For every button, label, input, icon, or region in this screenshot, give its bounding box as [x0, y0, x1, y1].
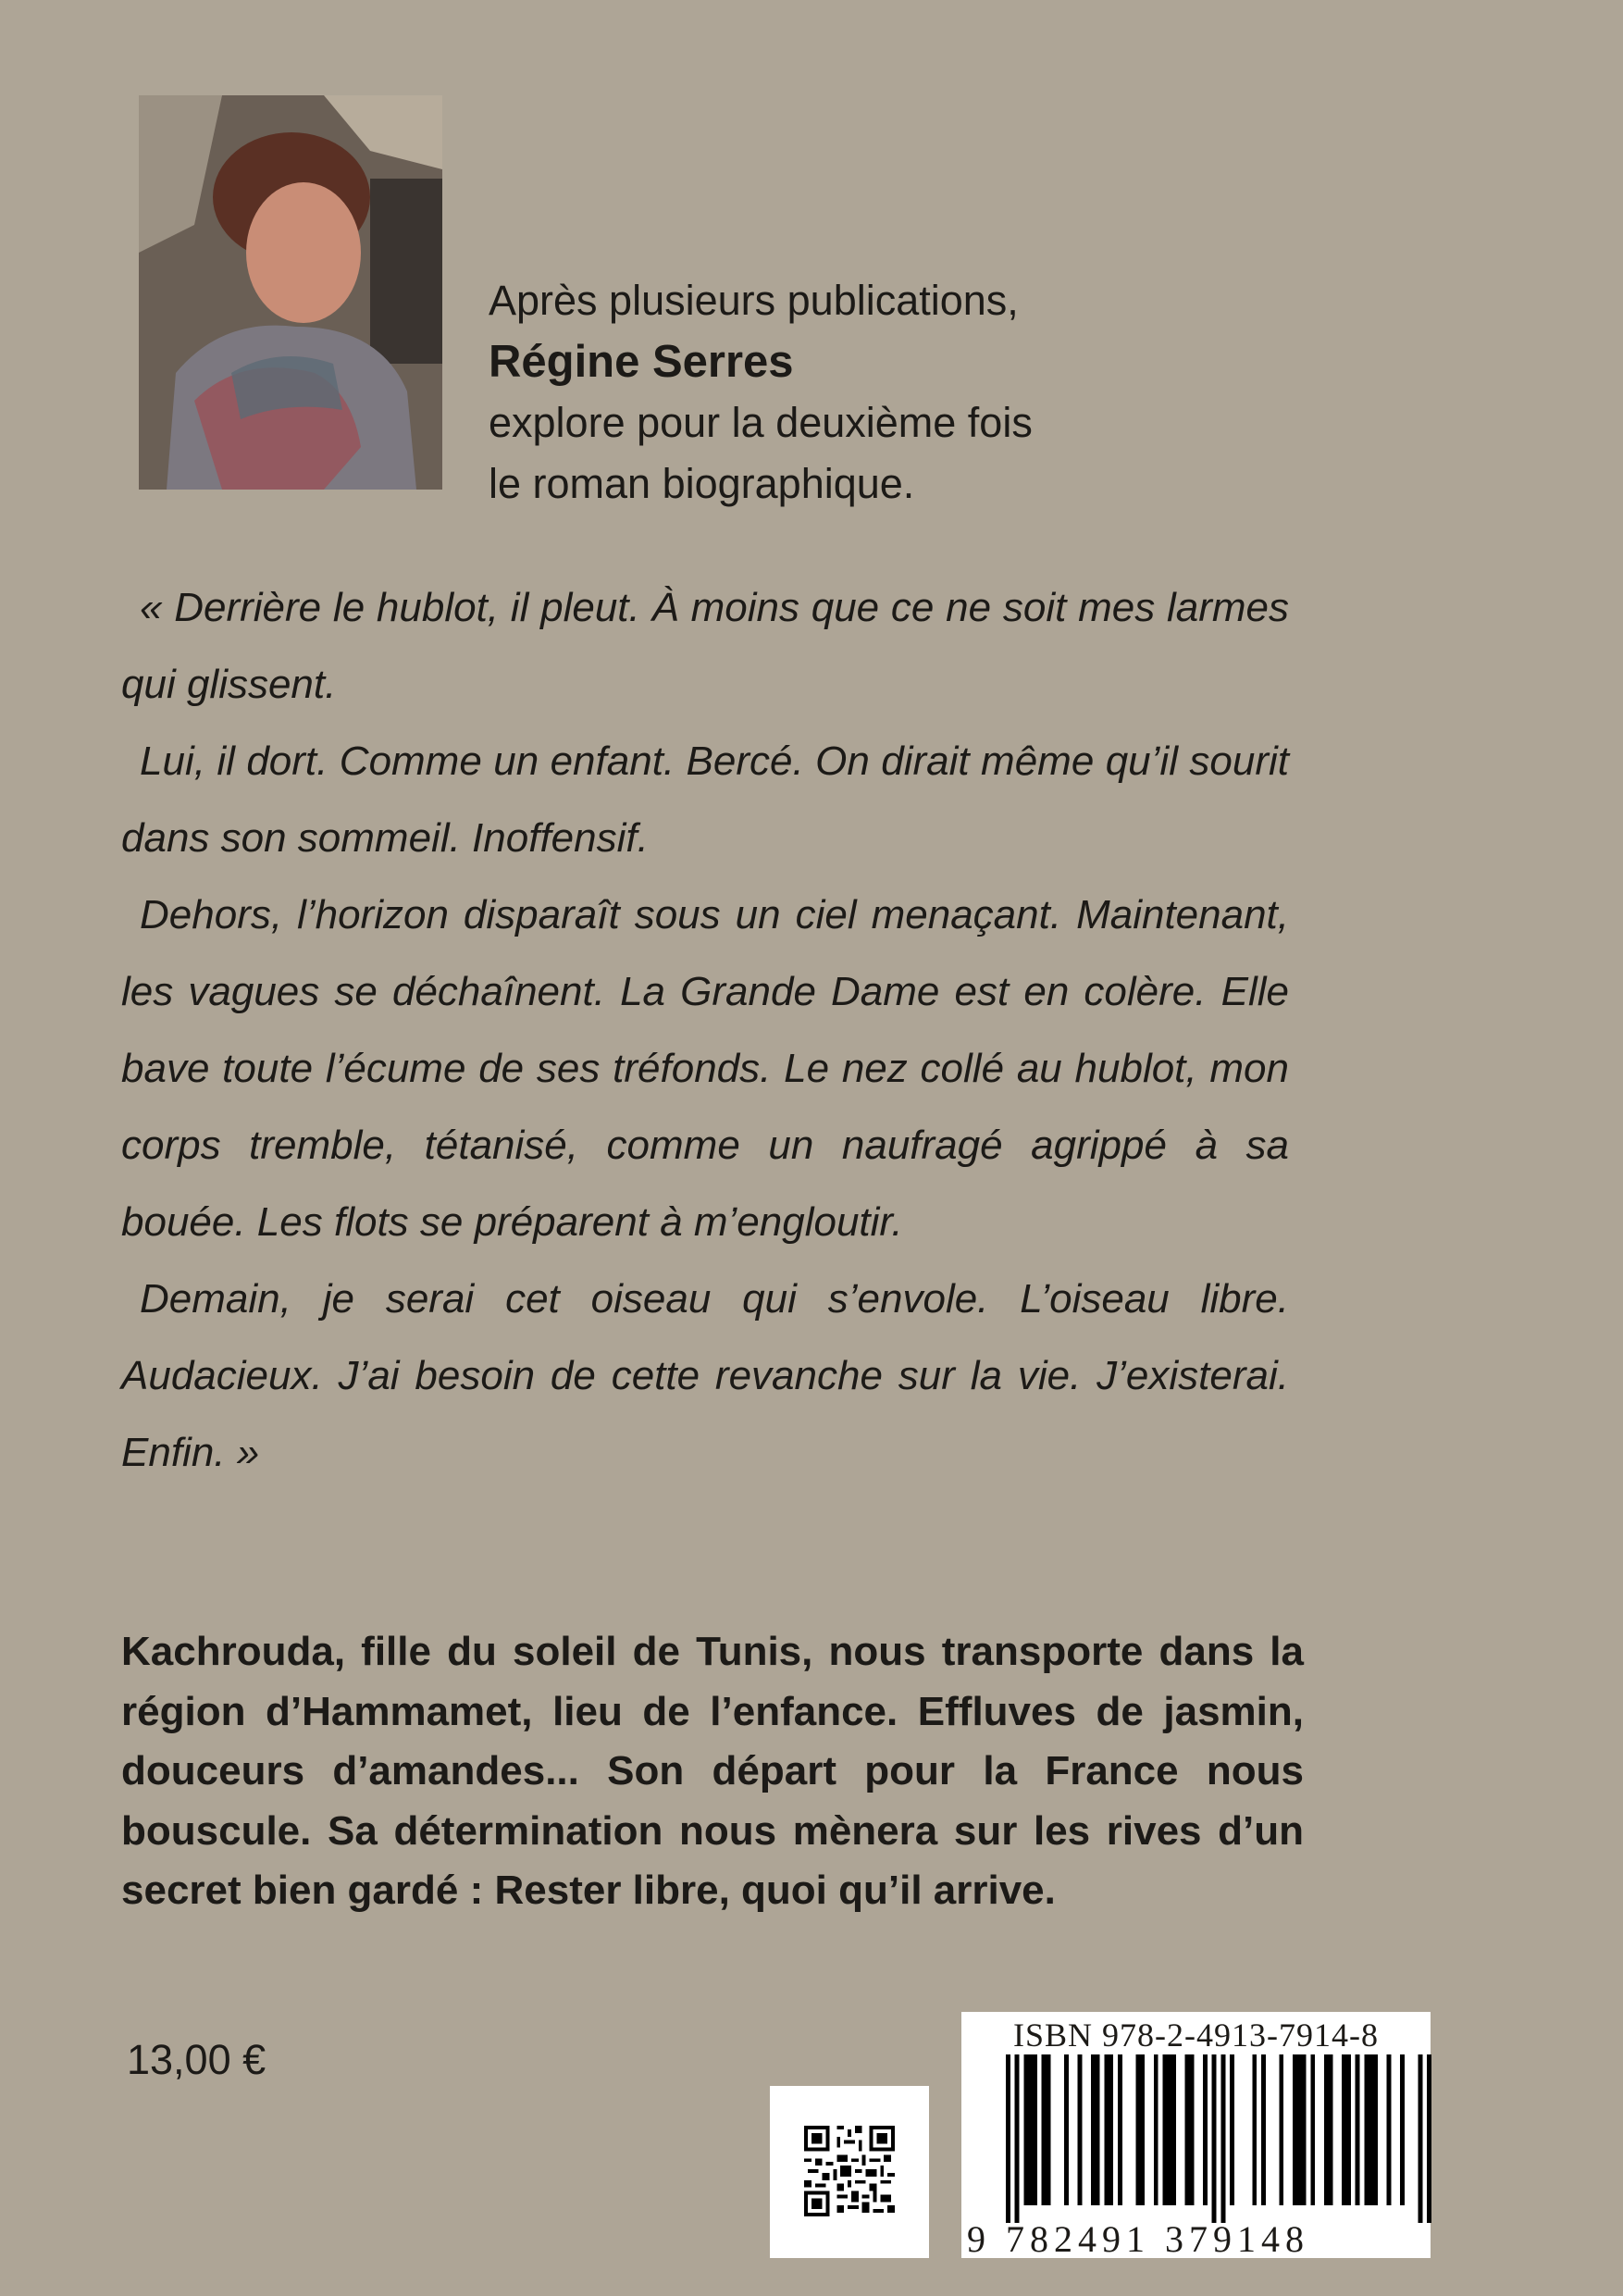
barcode-bar	[1006, 2054, 1010, 2223]
barcode-bar	[1033, 2054, 1037, 2205]
barcode-bar	[1293, 2054, 1297, 2205]
isbn-barcode	[961, 2012, 1431, 2258]
barcode-bar	[1220, 2054, 1225, 2223]
barcode-bar	[1105, 2054, 1109, 2205]
barcode-bar	[1091, 2054, 1096, 2205]
author-photo	[139, 95, 442, 490]
barcode-bar	[1356, 2054, 1360, 2205]
barcode-bar	[1373, 2054, 1378, 2205]
barcode-bar	[1064, 2054, 1069, 2205]
barcode-bar	[1096, 2054, 1100, 2205]
barcode-bar	[1023, 2054, 1028, 2205]
book-excerpt	[121, 569, 1289, 1491]
barcode-bar	[1135, 2054, 1140, 2205]
barcode-bar	[1109, 2054, 1113, 2205]
barcode-bar	[1042, 2054, 1047, 2205]
barcode-bar	[1346, 2054, 1351, 2205]
excerpt-paragraph: Dehors, l’horizon disparaît sous un ciel menaçant. Maintenant, les vagues se déchaînent. La Grande Dame est en colère. Elle bave toute l’écume de ses tréfonds. Le nez collé au hublot, mon corps tremble, tétanisé, comme un naufragé agrippé à sa bouée. Les flots se préparent à m’engloutir.	[121, 892, 1289, 1245]
barcode-bar	[1369, 2054, 1373, 2205]
barcode-bar	[1329, 2054, 1333, 2205]
barcode-bar	[1203, 2054, 1208, 2205]
barcode-bars	[1006, 2054, 1431, 2223]
barcode-bar	[1077, 2054, 1082, 2205]
intro-line-4: le roman biographique.	[489, 460, 915, 507]
barcode-bar	[1140, 2054, 1145, 2205]
price: 13,00 €	[127, 2036, 266, 2083]
barcode-bar	[1400, 2054, 1405, 2205]
barcode-bar	[1418, 2054, 1422, 2223]
barcode-bar	[1302, 2054, 1307, 2205]
intro-line-1: Après plusieurs publications,	[489, 277, 1019, 324]
author-intro	[489, 270, 1136, 515]
barcode-bar	[1324, 2054, 1329, 2205]
author-name: Régine Serres	[489, 337, 794, 387]
barcode-bar	[1185, 2054, 1190, 2205]
barcode-bar	[1387, 2054, 1392, 2205]
isbn-digits: 9 782491 379148	[967, 2218, 1309, 2260]
intro-line-3: explore pour la deuxième fois	[489, 399, 1033, 446]
barcode-bar	[1118, 2054, 1122, 2205]
barcode-bar	[1028, 2054, 1033, 2205]
barcode-bar	[1167, 2054, 1171, 2205]
book-summary: Kachrouda, fille du soleil de Tunis, nous transporte dans la région d’Hammamet, lieu de l’enfance. Effluves de jasmin, douceurs d’amandes... Son départ pour la France nous bouscule. Sa détermination nous mènera sur les rives d’un secret bien gardé : Rester libre, quoi qu’il arrive.	[121, 1629, 1304, 1913]
barcode-bar	[1310, 2054, 1315, 2205]
isbn-label: ISBN 978-2-4913-7914-8	[1013, 2017, 1379, 2054]
excerpt-paragraph: Lui, il dort. Comme un enfant. Bercé. On dirait même qu’il sourit dans son sommeil. Inoffensif.	[121, 738, 1289, 861]
barcode-bar	[1171, 2054, 1176, 2205]
barcode-bar	[1190, 2054, 1195, 2205]
excerpt-paragraph: « Derrière le hublot, il pleut. À moins que ce ne soit mes larmes qui glissent.	[121, 585, 1289, 707]
barcode-bar	[1015, 2054, 1020, 2223]
barcode-bar	[1162, 2054, 1167, 2205]
barcode-bar	[1212, 2054, 1217, 2223]
barcode-bar	[1297, 2054, 1302, 2205]
barcode-bar	[1047, 2054, 1051, 2205]
barcode-bar	[1364, 2054, 1369, 2205]
barcode-bar	[1154, 2054, 1158, 2205]
qr-code	[770, 2086, 929, 2258]
barcode-bar	[1230, 2054, 1234, 2205]
barcode-bar	[1252, 2054, 1257, 2205]
excerpt-paragraph: Demain, je serai cet oiseau qui s’envole. L’oiseau libre. Audacieux. J’ai besoin de cette revanche sur la vie. J’existerai. Enfin. »	[121, 1276, 1289, 1475]
barcode-bar	[1342, 2054, 1346, 2205]
barcode-bar	[1279, 2054, 1283, 2205]
barcode-bar	[1261, 2054, 1266, 2205]
barcode-bar	[1427, 2054, 1431, 2223]
